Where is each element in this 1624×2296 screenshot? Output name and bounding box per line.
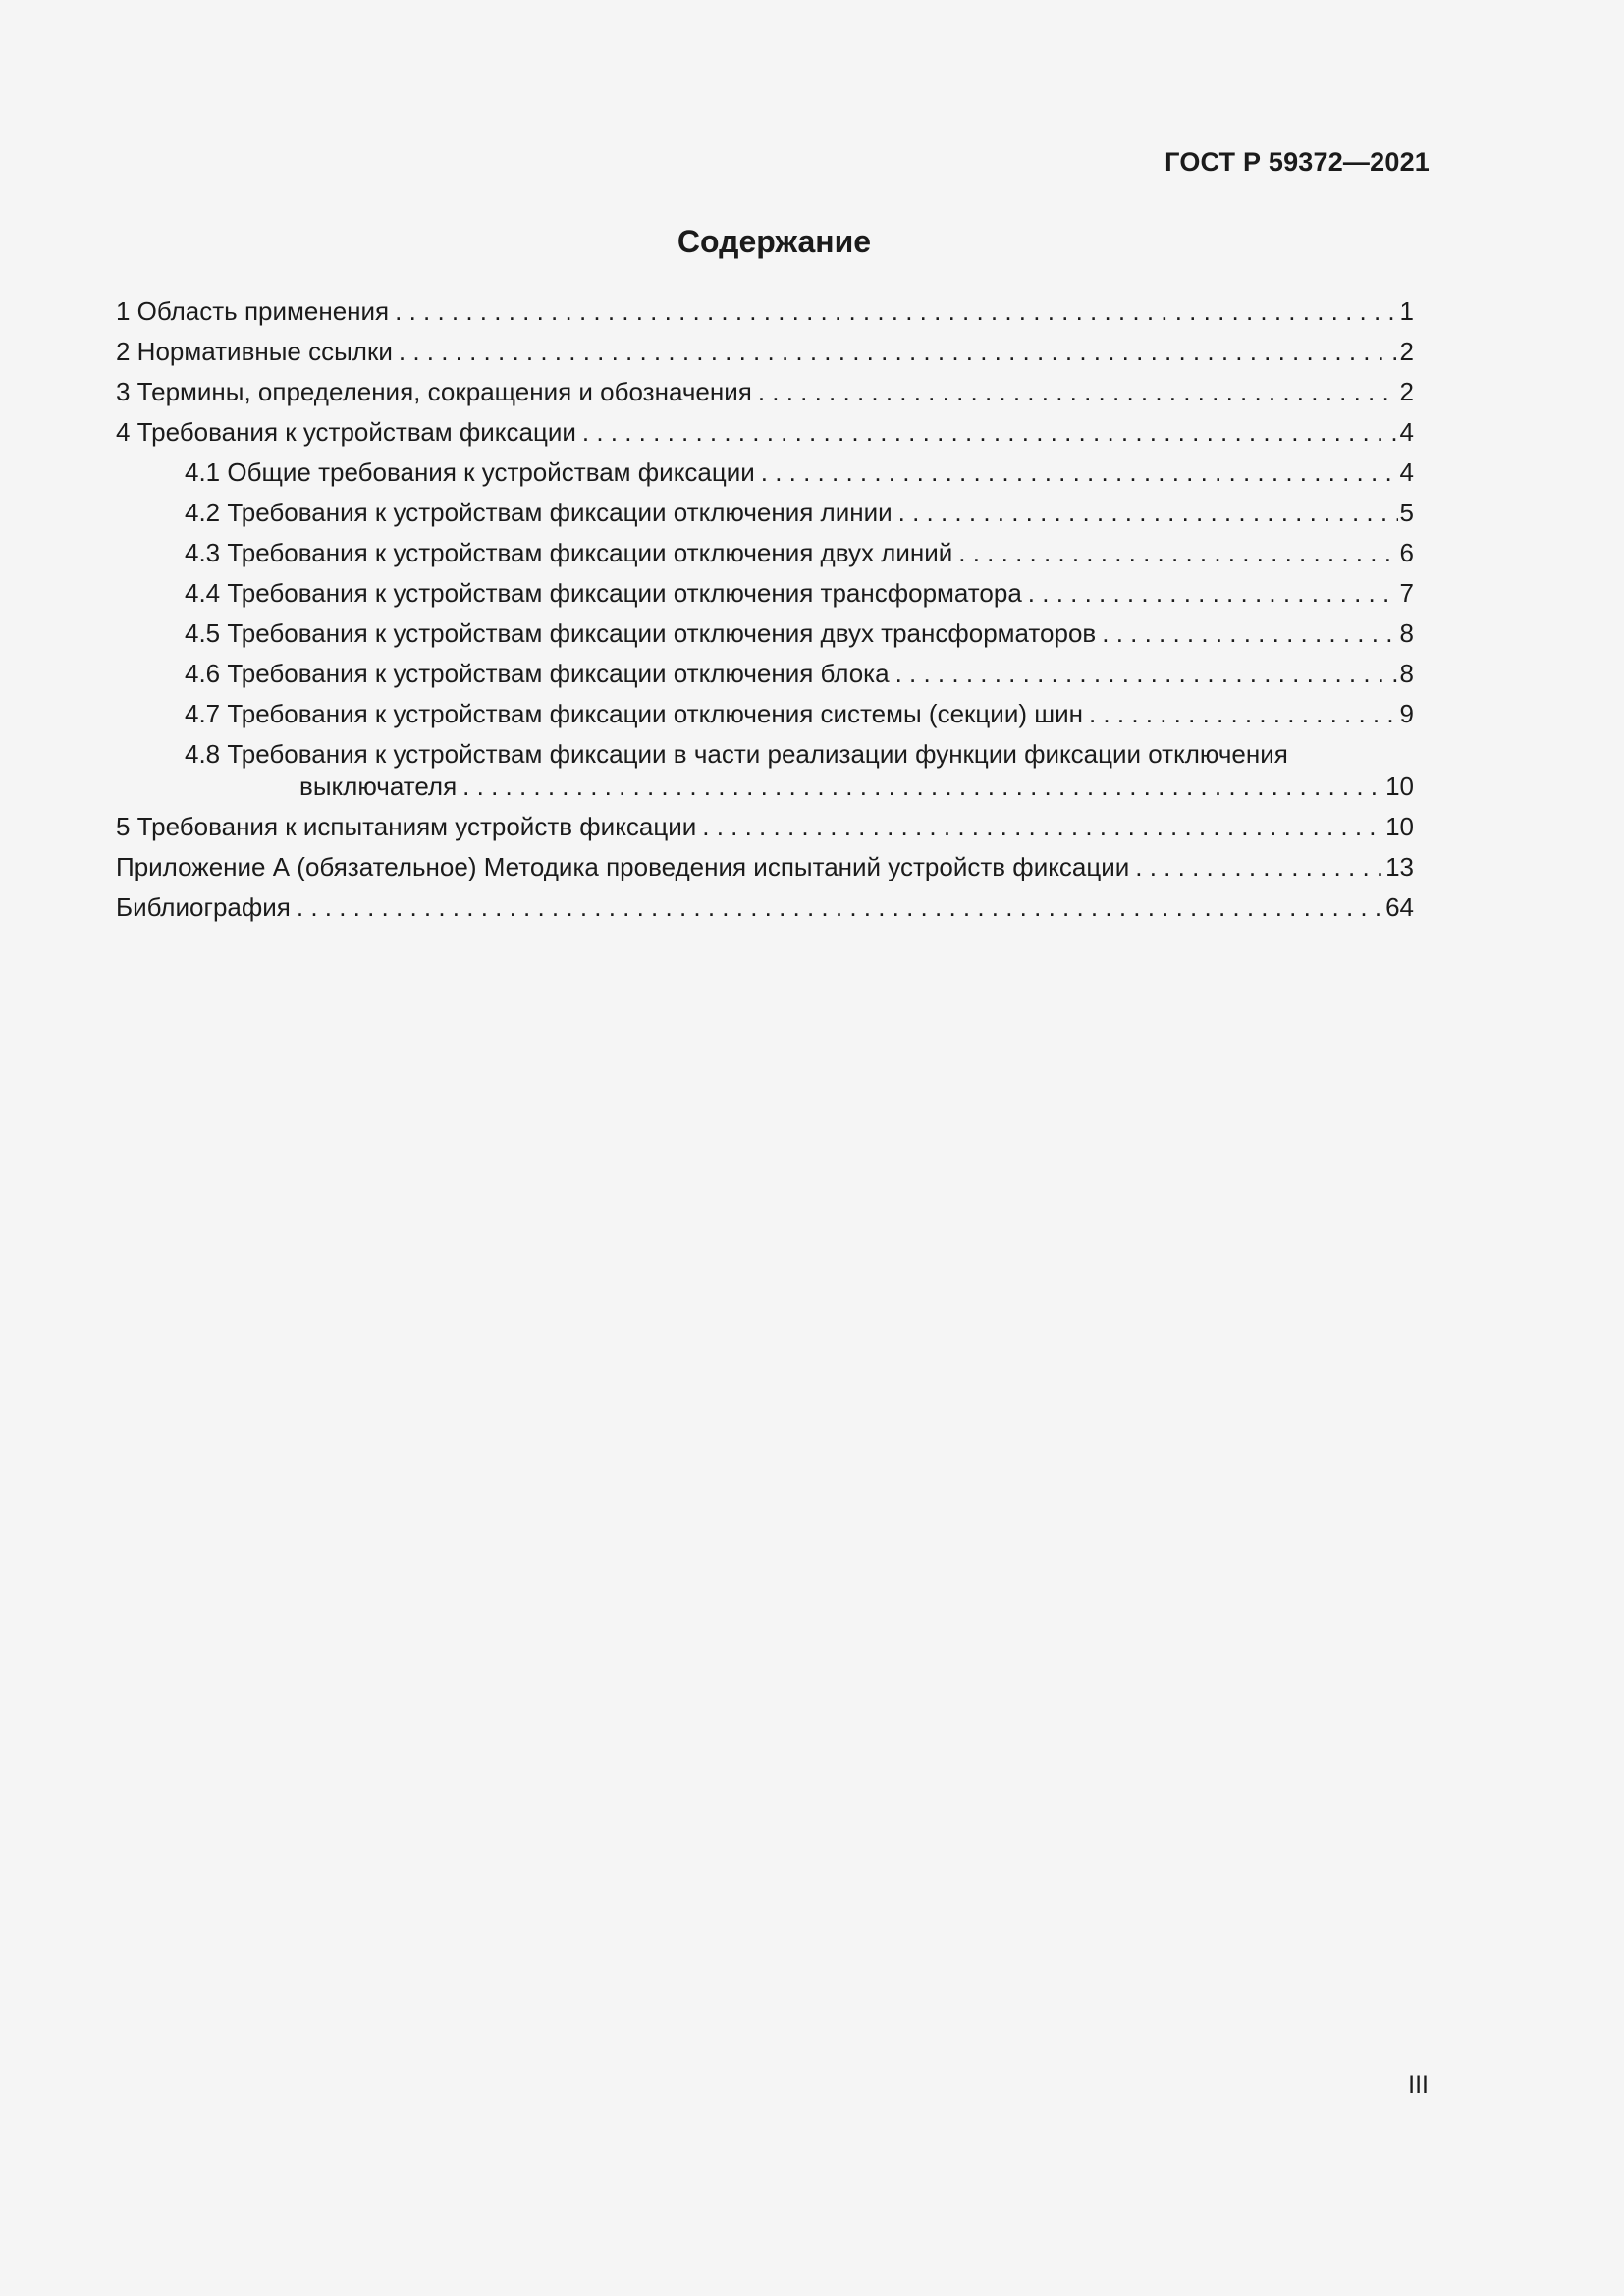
dot-leader bbox=[1102, 617, 1397, 650]
toc-entry-5[interactable] bbox=[116, 811, 1414, 843]
toc-entry-1[interactable] bbox=[116, 295, 1414, 328]
dot-leader bbox=[958, 537, 1397, 569]
toc-entry-page: 4 bbox=[1399, 457, 1414, 487]
toc-entry-page: 9 bbox=[1399, 699, 1414, 728]
toc-entry-page: 2 bbox=[1399, 377, 1414, 406]
toc-entry-page: 2 bbox=[1399, 337, 1414, 366]
toc-entry-page: 13 bbox=[1385, 852, 1414, 881]
toc-entry-page: 10 bbox=[1385, 772, 1414, 801]
dot-leader bbox=[1135, 851, 1383, 883]
toc-entry-4-5[interactable] bbox=[116, 617, 1414, 650]
page-number: III bbox=[1408, 2071, 1429, 2099]
dot-leader bbox=[702, 811, 1383, 843]
toc-entry-page: 8 bbox=[1399, 659, 1414, 688]
toc-entry-label: 4.3 Требования к устройствам фиксации отключения двух линий bbox=[185, 538, 953, 567]
toc-entry-page: 1 bbox=[1399, 296, 1414, 326]
toc-entry-4-6[interactable] bbox=[116, 658, 1414, 690]
dot-leader bbox=[462, 771, 1383, 803]
toc-entry-label: 4 Требования к устройствам фиксации bbox=[116, 417, 576, 447]
toc-entry-page: 5 bbox=[1399, 498, 1414, 527]
toc-entry-label: 4.5 Требования к устройствам фиксации отключения двух трансформаторов bbox=[185, 618, 1097, 648]
dot-leader bbox=[1089, 698, 1398, 730]
dot-leader bbox=[761, 456, 1398, 489]
toc-entry-page: 8 bbox=[1399, 618, 1414, 648]
toc-entry-label-line1: 4.8 Требования к устройствам фиксации в части реализации функции фиксации отключения bbox=[185, 739, 1288, 769]
toc-entry-4-3[interactable] bbox=[116, 537, 1414, 569]
toc-entry-4-4[interactable] bbox=[116, 577, 1414, 610]
toc-entry-page: 64 bbox=[1385, 892, 1414, 922]
dot-leader bbox=[297, 891, 1383, 924]
toc-entry-label: Библиография bbox=[116, 892, 291, 922]
toc-title: Содержание bbox=[677, 224, 872, 259]
dot-leader bbox=[898, 497, 1398, 529]
toc-entry-label: 4.7 Требования к устройствам фиксации отключения системы (секции) шин bbox=[185, 699, 1083, 728]
toc-entry-label: 5 Требования к испытаниям устройств фиксации bbox=[116, 812, 697, 841]
toc-entry-label: 1 Область применения bbox=[116, 296, 390, 326]
dot-leader bbox=[1028, 577, 1398, 610]
dot-leader bbox=[758, 376, 1398, 408]
toc-entry-label: 2 Нормативные ссылки bbox=[116, 337, 393, 366]
toc-entry-page: 10 bbox=[1385, 812, 1414, 841]
dot-leader bbox=[895, 658, 1398, 690]
toc-entry-4-2[interactable] bbox=[116, 497, 1414, 529]
toc-entry-label-line2: выключателя bbox=[299, 772, 458, 801]
toc-entry-4-8[interactable] bbox=[116, 738, 1414, 803]
toc-entry-label: 4.2 Требования к устройствам фиксации отключения линии bbox=[185, 498, 893, 527]
toc-entry-page: 7 bbox=[1399, 578, 1414, 608]
toc-entry-label: 4.6 Требования к устройствам фиксации отключения блока bbox=[185, 659, 890, 688]
toc-entry-bibliography[interactable] bbox=[116, 891, 1414, 924]
toc-entry-4-1[interactable] bbox=[116, 456, 1414, 489]
toc-entry-page: 6 bbox=[1399, 538, 1414, 567]
toc-entry-label: Приложение А (обязательное) Методика проведения испытаний устройств фиксации bbox=[116, 852, 1130, 881]
toc-entry-page: 4 bbox=[1399, 417, 1414, 447]
table-of-contents bbox=[116, 295, 1414, 932]
toc-entry-label: 4.4 Требования к устройствам фиксации отключения трансформатора bbox=[185, 578, 1022, 608]
dot-leader bbox=[399, 336, 1398, 368]
dot-leader bbox=[582, 416, 1398, 449]
toc-entry-label: 3 Термины, определения, сокращения и обозначения bbox=[116, 377, 752, 406]
toc-entry-label: 4.1 Общие требования к устройствам фиксации bbox=[185, 457, 755, 487]
document-standard-id: ГОСТ Р 59372—2021 bbox=[1164, 147, 1430, 177]
toc-entry-4-7[interactable] bbox=[116, 698, 1414, 730]
toc-entry-appendix-a[interactable] bbox=[116, 851, 1414, 883]
toc-entry-4[interactable] bbox=[116, 416, 1414, 449]
toc-entry-2[interactable] bbox=[116, 336, 1414, 368]
dot-leader bbox=[395, 295, 1397, 328]
toc-entry-3[interactable] bbox=[116, 376, 1414, 408]
